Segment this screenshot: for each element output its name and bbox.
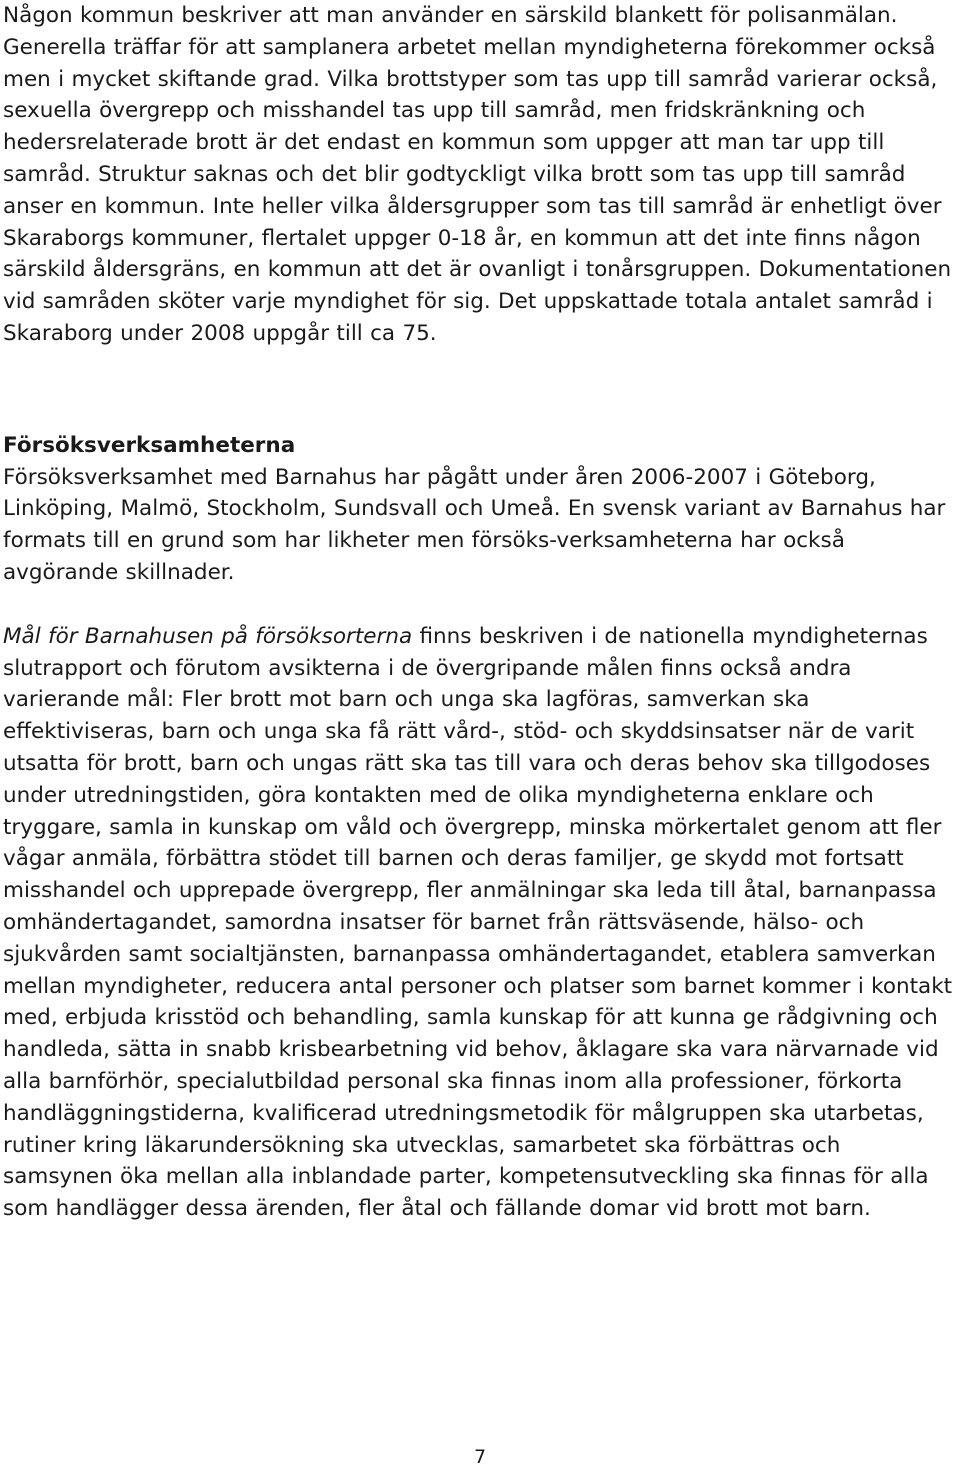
body-paragraph-forsoksverksamhet: Försöksverksamhet med Barnahus har pågått under åren 2006-2007 i Göteborg, Linköping, Malmö, Stockholm, Sundsvall och Umeå. En svensk variant av Barnahus har formats till en grund som har likheter men försöks-verksamheterna har också avgörande skillnader.: [3, 464, 946, 585]
mal-paragraph-text: finns beskriven i de nationella myndigheternas slutrapport och förutom avsikterna i de övergripande målen finns också andra varierande mål: Fler brott mot barn och unga ska lagföras, samverkan ska effektiviseras, barn och unga ska få rätt vård-, stöd- och skyddsinsatser när de varit utsatta för brott, barn och ungas rätt ska tas till vara och deras behov ska tillgodoses under utredningstiden, göra kontakten med de olika myndigheterna enklare och tryggare, samla in kunskap om våld och övergrepp, minska mörkertalet genom att fler vågar anmäla, förbättra stödet till barnen och deras familjer, ge skydd mot fortsatt misshandel och upprepade övergrepp, fler anmälningar ska leda till åtal, barnanpassa omhändertagandet, samordna insatser för barnet från rättsväsende, hälso- och sjukvården samt socialtjänsten, barnanpassa omhändertagandet, etablera samverkan mellan myndigheter, reducera antal personer och platser som barnet kommer i kontakt med, erbjuda krisstöd och behandling, samla kunskap för att kunna ge rådgivning och handleda, sätta in snabb krisbearbetning vid behov, åklagare ska vara närvarnade vid alla barnförhör, specialutbildad personal ska finnas inom alla professioner, förkorta handläggningstiderna, kvalificerad utredningsmetodik för målgruppen ska utarbetas, rutiner kring läkarundersökning ska utvecklas, samarbetet ska förbättras och samsynen öka mellan alla inblandade parter, kompetensutveckling ska finnas för alla som handlägger dessa ärenden, fler åtal och fällande domar vid brott mot barn.: [3, 623, 953, 1222]
document-page: [3, 0, 957, 1225]
italic-lead-text: Mål för Barnahusen på försöksorterna: [3, 623, 413, 649]
body-paragraph-mal: [3, 621, 957, 1225]
body-paragraph-samrad: Någon kommun beskriver att man använder en särskild blankett för polisanmälan. Generella träffar för att samplanera arbetet mellan myndigheterna förekommer också men i mycket skiftande grad. Vilka brottstyper som tas upp till samråd varierar också, sexuella övergrepp och misshandel tas upp till samråd, men fridskränkning och hedersrelaterade brott är det endast en kommun som uppger att man tar upp till samråd. Struktur saknas och det blir godtyckligt vilka brott som tas upp till samråd anser en kommun. Inte heller vilka åldersgrupper som tas till samråd är enhetligt över Skaraborgs kommuner, flertalet uppger 0-18 år, en kommun att det inte finns någon särskild åldersgräns, en kommun att det är ovanligt i tonårsgruppen. Dokumentationen vid samråden sköter varje myndighet för sig. Det uppskattade totala antalet samråd i Skaraborg under 2008 uppgår till ca 75.: [3, 3, 952, 346]
page-number: 7: [473, 1446, 487, 1468]
section-heading: Försöksverksamheterna: [3, 432, 296, 458]
